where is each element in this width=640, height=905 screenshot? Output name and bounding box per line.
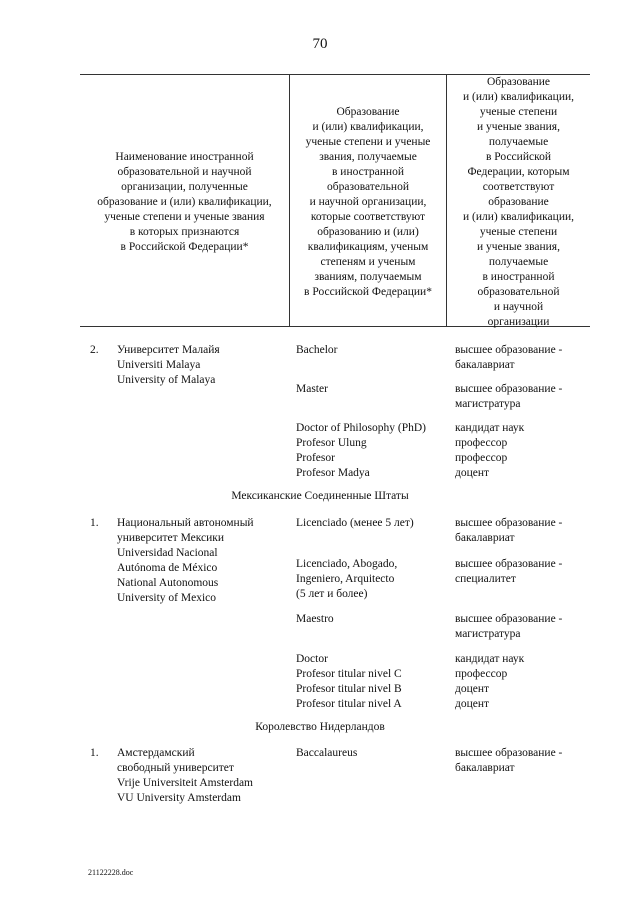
foreign-degree — [296, 612, 334, 627]
foreign-degree-line: (5 лет и более) — [296, 588, 368, 600]
header-line: в которых признаются — [129, 226, 240, 238]
russian-degree-line: бакалавриат — [455, 762, 515, 774]
org-name-line: University of Malaya — [117, 374, 216, 386]
russian-degree — [455, 612, 562, 642]
foreign-degree — [296, 516, 414, 531]
foreign-degree-line: Profesor titular nivel C — [296, 668, 402, 680]
header-line: Образование — [486, 76, 551, 88]
foreign-degree — [296, 652, 402, 712]
header-line: образовательной — [327, 181, 409, 193]
foreign-degree-line: Ingeniero, Arquitecto — [296, 573, 395, 585]
foreign-degree — [296, 557, 397, 602]
russian-degree-line: специалитет — [455, 573, 516, 585]
foreign-degree-line: Profesor titular nivel B — [296, 683, 402, 695]
russian-degree-line: доцент — [455, 683, 490, 695]
foreign-degree-line: Profesor — [296, 452, 335, 464]
header-line: званиям, получаемым — [314, 271, 422, 283]
header-line: звания, получаемые — [319, 151, 417, 163]
russian-degree-line: кандидат наук — [455, 422, 525, 434]
foreign-degree — [296, 746, 357, 761]
russian-degree-line: магистратура — [455, 628, 521, 640]
header-line: степеням и ученым — [320, 256, 416, 268]
country-heading: Мексиканские Соединенные Штаты — [231, 490, 409, 502]
russian-degree-line: кандидат наук — [455, 653, 525, 665]
header-line: которые соответствуют — [310, 211, 426, 223]
foreign-degree-line: Profesor Madya — [296, 467, 370, 479]
foreign-degree — [296, 382, 328, 397]
header-line: и (или) квалификации, — [462, 91, 575, 103]
header-line: и научной организации, — [309, 196, 427, 208]
org-name-line: Vrije Universiteit Amsterdam — [117, 777, 254, 789]
header-line: и научной — [493, 301, 544, 313]
russian-degree-line: бакалавриат — [455, 532, 515, 544]
header-line: Федерации, которым — [467, 166, 570, 178]
header-line: соответствуют — [482, 181, 555, 193]
header-line: организации, полученные — [121, 181, 248, 193]
russian-degree — [455, 557, 562, 587]
header-line: организации — [487, 316, 550, 328]
header-line: получаемые — [488, 136, 549, 148]
russian-degree — [455, 652, 524, 712]
russian-degree-line: бакалавриат — [455, 359, 515, 371]
russian-degree-line: профессор — [455, 437, 508, 449]
header-line: в Российской — [486, 151, 551, 163]
header-line: образование — [488, 196, 549, 208]
org-name-line: Амстердамский — [117, 747, 195, 759]
header-line: квалификациям, ученым — [307, 241, 429, 253]
header-line: ученые степени и ученые звания — [104, 211, 265, 223]
row-number: 2. — [90, 344, 99, 356]
header-line: образовательной и научной — [117, 166, 252, 178]
foreign-degree — [296, 421, 426, 481]
header-line: и ученые звания, — [477, 241, 560, 253]
footer-filename: 21122228.doc — [88, 868, 134, 877]
org-name-line: University of Mexico — [117, 592, 217, 604]
header-line: ученые степени и ученые — [305, 136, 431, 148]
russian-degree-line: высшее образование - — [455, 558, 563, 570]
header-line: получаемые — [488, 256, 549, 268]
header-line: Образование — [336, 106, 400, 118]
org-name-line: Национальный автономный — [117, 517, 254, 529]
foreign-degree-line: Licenciado (менее 5 лет) — [296, 517, 414, 529]
russian-degree — [455, 343, 562, 373]
header-line: образование и (или) квалификации, — [97, 196, 272, 208]
russian-degree-line: профессор — [455, 452, 508, 464]
header-line: ученые степени — [479, 106, 558, 118]
org-name-line: Universiti Malaya — [117, 359, 201, 371]
org-name — [117, 343, 220, 388]
russian-degree — [455, 516, 562, 546]
foreign-degree-line: Profesor Ulung — [296, 437, 367, 449]
russian-degree-line: высшее образование - — [455, 383, 563, 395]
foreign-degree-line: Maestro — [296, 613, 334, 625]
org-name — [117, 516, 254, 606]
russian-degree-line: доцент — [455, 698, 490, 710]
russian-degree — [455, 746, 562, 776]
foreign-degree-line: Licenciado, Abogado, — [296, 558, 398, 570]
foreign-degree — [296, 343, 338, 358]
russian-degree-line: высшее образование - — [455, 613, 563, 625]
row-number: 1. — [90, 747, 99, 759]
header-line: и ученые звания, — [477, 121, 560, 133]
foreign-degree-line: Doctor — [296, 653, 328, 665]
header-line: образованию и (или) — [317, 226, 419, 238]
org-name-line: National Autonomous — [117, 577, 219, 589]
foreign-degree-line: Profesor titular nivel A — [296, 698, 402, 710]
russian-degree-line: профессор — [455, 668, 508, 680]
russian-degree-line: высшее образование - — [455, 747, 563, 759]
russian-degree-line: высшее образование - — [455, 517, 563, 529]
org-name-line: Университет Малайя — [117, 344, 220, 356]
header-line: и (или) квалификации, — [312, 121, 424, 133]
russian-degree — [455, 382, 562, 412]
header-line: ученые степени — [479, 226, 558, 238]
foreign-degree-line: Doctor of Philosophy (PhD) — [296, 422, 427, 434]
foreign-degree-line: Bachelor — [296, 344, 338, 356]
russian-degree-line: доцент — [455, 467, 490, 479]
header-line: и (или) квалификации, — [462, 211, 575, 223]
foreign-degree-line: Baccalaureus — [296, 747, 358, 759]
header-col-russian-degree — [447, 75, 590, 330]
russian-degree-line: высшее образование - — [455, 344, 563, 356]
country-heading: Королевство Нидерландов — [255, 721, 385, 733]
org-name-line: Universidad Nacional — [117, 547, 218, 559]
org-name-line: свободный университет — [117, 762, 234, 774]
foreign-degree-line: Master — [296, 383, 328, 395]
header-line: в Российской Федерации* — [120, 241, 249, 253]
header-line: в иностранной — [332, 166, 404, 178]
org-name-line: университет Мексики — [117, 532, 225, 544]
russian-degree-line: магистратура — [455, 398, 521, 410]
org-name — [117, 746, 253, 806]
russian-degree — [455, 421, 524, 481]
row-number: 1. — [90, 517, 99, 529]
header-line: Наименование иностранной — [115, 151, 254, 163]
header-line: в иностранной — [482, 271, 555, 283]
org-name-line: VU University Amsterdam — [117, 792, 241, 804]
org-name-line: Autónoma de México — [117, 562, 218, 574]
header-line: в Российской Федерации* — [304, 286, 432, 298]
header-col-org — [80, 150, 289, 255]
page-number: 70 — [312, 36, 328, 52]
header-line: образовательной — [477, 286, 560, 298]
header-col-foreign-degree — [290, 105, 446, 300]
